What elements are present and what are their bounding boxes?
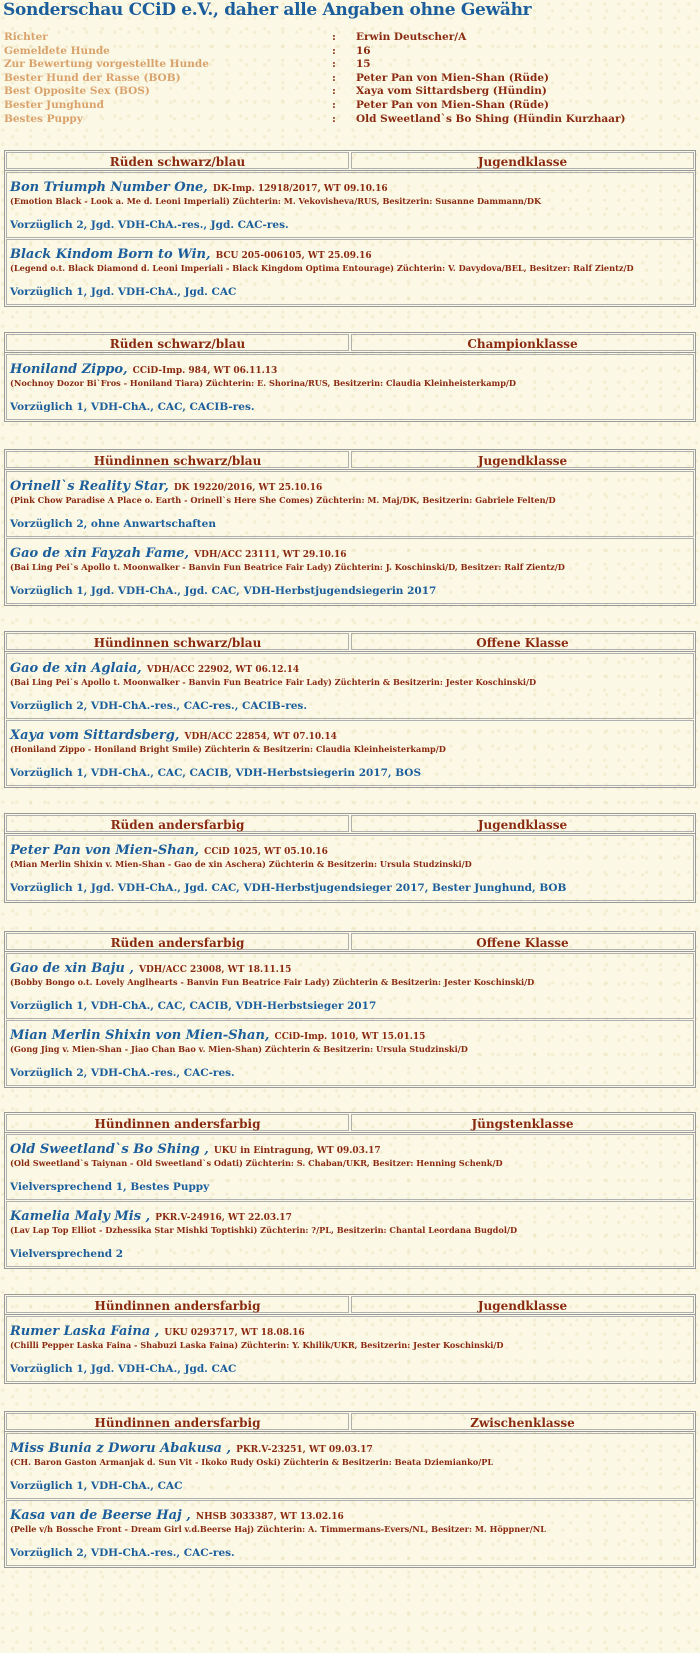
section-header — [5, 1412, 695, 1432]
dog-name: Gao de xin Baju , — [10, 961, 134, 976]
dog-entry — [6, 1316, 694, 1382]
summary-colon: : — [332, 44, 336, 57]
dog-name: Orinell`s Reality Star, — [10, 479, 169, 494]
section-class: Jugendklasse — [351, 815, 694, 832]
section-group: Hündinnen schwarz/blau — [6, 451, 349, 468]
section-class: Jugendklasse — [351, 1296, 694, 1313]
dog-registration: DK 19220/2016, WT 25.10.16 — [173, 483, 323, 493]
dog-pedigree: (Pelle v/h Bossche Front - Dream Girl v.d.Beerse Haj) Züchterin: A. Timmermans-Evers/NL, Besitzer: M. Höppner/NL — [10, 1524, 546, 1534]
dog-line — [10, 724, 337, 743]
dog-entry — [6, 1433, 694, 1499]
dog-result: Vorzüglich 2, VDH-ChA.-res., CAC-res., CACIB-res. — [10, 700, 307, 712]
class-section — [4, 813, 696, 903]
dog-result: Vorzüglich 2, VDH-ChA.-res., CAC-res. — [10, 1547, 235, 1559]
dog-registration: VDH/ACC 22902, WT 06.12.14 — [146, 665, 300, 675]
section-class: Offene Klasse — [351, 933, 694, 950]
dog-name: Mian Merlin Shixin von Mien-Shan, — [10, 1028, 270, 1043]
section-group: Hündinnen andersfarbig — [6, 1114, 349, 1131]
class-section — [4, 931, 696, 1088]
dog-name: Miss Bunia z Dworu Abakusa , — [10, 1441, 231, 1456]
section-header — [5, 151, 695, 171]
dog-line — [10, 839, 328, 858]
dog-result: Vorzüglich 1, Jgd. VDH-ChA., Jgd. CAC — [10, 286, 237, 298]
dog-line — [10, 1024, 425, 1043]
dog-name: Rumer Laska Faina , — [10, 1324, 160, 1339]
summary-value: 16 — [356, 44, 371, 57]
dog-pedigree: (Old Sweetland`s Taiynan - Old Sweetland`s Odati) Züchterin: S. Chaban/UKR, Besitzer: Henning Schenk/D — [10, 1158, 503, 1168]
dog-registration: BCU 205-006105, WT 25.09.16 — [215, 251, 372, 261]
dog-pedigree: (Mian Merlin Shixin v. Mien-Shan - Gao de xin Aschera) Züchterin & Besitzerin: Ursula Studzinski/D — [10, 859, 472, 869]
dog-result: Vorzüglich 2, Jgd. VDH-ChA.-res., Jgd. CAC-res. — [10, 219, 289, 231]
summary-label: Bestes Puppy — [4, 112, 83, 125]
dog-entry — [6, 538, 694, 604]
section-group: Hündinnen andersfarbig — [6, 1413, 349, 1430]
dog-entry — [6, 1500, 694, 1566]
summary-row — [4, 99, 694, 113]
dog-entry — [6, 720, 694, 786]
dog-registration: VDH/ACC 23008, WT 18.11.15 — [139, 965, 292, 975]
dog-result: Vorzüglich 1, Jgd. VDH-ChA., Jgd. CAC, VDH-Herbstjugendsieger 2017, Bester Junghund, BOB — [10, 882, 567, 894]
dog-name: Gao de xin Fayzah Fame, — [10, 546, 190, 561]
dog-pedigree: (Honiland Zippo - Honiland Bright Smile) Züchterin & Besitzerin: Claudia Kleinheisterkamp/D — [10, 744, 446, 754]
section-header — [5, 1295, 695, 1315]
dog-result: Vorzüglich 1, VDH-ChA., CAC, CACIB, VDH-Herbstsiegerin 2017, BOS — [10, 767, 422, 779]
dog-line — [10, 1437, 373, 1456]
dog-line — [10, 1504, 344, 1523]
dog-result: Vorzüglich 1, VDH-ChA., CAC — [10, 1480, 183, 1492]
dog-line — [10, 657, 299, 676]
summary-value: Old Sweetland`s Bo Shing (Hündin Kurzhaar) — [356, 112, 626, 125]
section-class: Offene Klasse — [351, 633, 694, 650]
show-summary — [4, 31, 694, 126]
class-section — [4, 1112, 696, 1269]
dog-line — [10, 542, 347, 561]
dog-line — [10, 176, 388, 195]
section-class: Jugendklasse — [351, 152, 694, 169]
dog-result: Vielversprechend 2 — [10, 1248, 124, 1260]
dog-entry — [6, 239, 694, 305]
summary-label: Bester Junghund — [4, 98, 105, 111]
summary-value: Peter Pan von Mien-Shan (Rüde) — [356, 98, 550, 111]
dog-pedigree: (Nochnoy Dozor Bi`Fros - Honiland Tiara) Züchterin: E. Shorina/RUS, Besitzerin: Claudia Kleinheisterkamp/D — [10, 378, 517, 388]
dog-line — [10, 1205, 292, 1224]
dog-registration: VDH/ACC 23111, WT 29.10.16 — [194, 550, 347, 560]
dog-line — [10, 1138, 381, 1157]
section-class: Zwischenklasse — [351, 1413, 694, 1430]
dog-registration: CCiD-Imp. 1010, WT 15.01.15 — [274, 1032, 426, 1042]
section-group: Rüden schwarz/blau — [6, 334, 349, 351]
summary-colon: : — [332, 71, 336, 84]
dog-entry — [6, 471, 694, 537]
section-group: Hündinnen andersfarbig — [6, 1296, 349, 1313]
dog-result: Vorzüglich 1, Jgd. VDH-ChA., Jgd. CAC — [10, 1363, 237, 1375]
dog-name: Honiland Zippo, — [10, 362, 128, 377]
dog-pedigree: (Bobby Bongo o.t. Lovely Anglhearts - Banvin Fun Beatrice Fair Lady) Züchterin & Besitzerin: Jester Koschinski/D — [10, 977, 535, 987]
section-header — [5, 632, 695, 652]
dog-registration: UKU in Eintragung, WT 09.03.17 — [213, 1146, 381, 1156]
dog-name: Kasa van de Beerse Haj , — [10, 1508, 191, 1523]
summary-value: 15 — [356, 58, 371, 71]
dog-registration: VDH/ACC 22854, WT 07.10.14 — [184, 732, 337, 742]
section-header — [5, 814, 695, 834]
section-group: Rüden andersfarbig — [6, 933, 349, 950]
dog-registration: CCiD 1025, WT 05.10.16 — [204, 847, 328, 857]
dog-result: Vorzüglich 1, Jgd. VDH-ChA., Jgd. CAC, VDH-Herbstjugendsiegerin 2017 — [10, 585, 437, 597]
dog-pedigree: (Emotion Black - Look a. Me d. Leoni Imperiali) Züchterin: M. Vekovisheva/RUS, Besitzerin: Susanne Dammann/DK — [10, 196, 542, 206]
summary-row — [4, 72, 694, 86]
dog-entry — [6, 1134, 694, 1200]
dog-pedigree: (CH. Baron Gaston Armanjak d. Sun Vit - Ikoko Rudy Oski) Züchterin & Besitzerin: Beata Dziemianko/PL — [10, 1457, 494, 1467]
summary-label: Bester Hund der Rasse (BOB) — [4, 71, 181, 84]
dog-name: Xaya vom Sittardsberg, — [10, 728, 180, 743]
dog-pedigree: (Bai Ling Pei`s Apollo t. Moonwalker - Banvin Fun Beatrice Fair Lady) Züchterin: J. Koschinski/D, Besitzer: Ralf Zientz/D — [10, 562, 565, 572]
dog-line — [10, 1320, 305, 1339]
section-class: Championklasse — [351, 334, 694, 351]
summary-row — [4, 113, 694, 127]
dog-registration: CCiD-Imp. 984, WT 06.11.13 — [132, 366, 278, 376]
section-class: Jüngstenklasse — [351, 1114, 694, 1131]
dog-name: Peter Pan von Mien-Shan, — [10, 843, 200, 858]
dog-name: Gao de xin Aglaia, — [10, 661, 142, 676]
section-class: Jugendklasse — [351, 451, 694, 468]
dog-name: Black Kindom Born to Win, — [10, 247, 211, 262]
summary-label: Gemeldete Hunde — [4, 44, 110, 57]
class-section — [4, 150, 696, 307]
dog-entry — [6, 653, 694, 719]
dog-pedigree: (Lav Lap Top Elliot - Dzhessika Star Mishki Toptishki) Züchterin: ?/PL, Besitzerin: Chantal Leordana Bugdol/D — [10, 1225, 518, 1235]
dog-entry — [6, 172, 694, 238]
dog-pedigree: (Legend o.t. Black Diamond d. Leoni Imperiali - Black Kingdom Optima Entourage) Züchterin: V. Davydova/BEL, Besitzer: Ralf Zientz/D — [10, 263, 634, 273]
section-header — [5, 932, 695, 952]
section-group: Rüden schwarz/blau — [6, 152, 349, 169]
dog-result: Vorzüglich 1, VDH-ChA., CAC, CACIB, VDH-Herbstsieger 2017 — [10, 1000, 377, 1012]
dog-pedigree: (Bai Ling Pei`s Apollo t. Moonwalker - Banvin Fun Beatrice Fair Lady) Züchterin & Besitzerin: Jester Koschinski/D — [10, 677, 537, 687]
summary-colon: : — [332, 31, 336, 43]
dog-registration: UKU 0293717, WT 18.08.16 — [164, 1328, 305, 1338]
summary-colon: : — [332, 112, 336, 125]
summary-row — [4, 45, 694, 59]
dog-entry — [6, 1020, 694, 1086]
class-section — [4, 1294, 696, 1384]
dog-line — [10, 475, 322, 494]
summary-value: Xaya vom Sittardsberg (Hündin) — [356, 85, 547, 98]
summary-colon: : — [332, 85, 336, 98]
section-group: Hündinnen schwarz/blau — [6, 633, 349, 650]
class-section — [4, 332, 696, 422]
dog-entry — [6, 835, 694, 901]
dog-pedigree: (Gong Jing v. Mien-Shan - Jiao Chan Bao v. Mien-Shan) Züchterin & Besitzerin: Ursula Studzinski/D — [10, 1044, 468, 1054]
summary-label: Best Opposite Sex (BOS) — [4, 85, 150, 98]
dog-registration: PKR.V-23251, WT 09.03.17 — [236, 1445, 373, 1455]
dog-registration: NHSB 3033387, WT 13.02.16 — [195, 1512, 344, 1522]
summary-label: Zur Bewertung vorgestellte Hunde — [4, 58, 209, 71]
section-header — [5, 1113, 695, 1133]
dog-registration: DK-Imp. 12918/2017, WT 09.10.16 — [212, 184, 388, 194]
summary-row — [4, 58, 694, 72]
dog-entry — [6, 354, 694, 420]
class-section — [4, 1411, 696, 1568]
section-header — [5, 450, 695, 470]
dog-name: Bon Triumph Number One, — [10, 180, 208, 195]
dog-line — [10, 243, 372, 262]
dog-entry — [6, 953, 694, 1019]
summary-label: Richter — [4, 31, 48, 43]
section-header — [5, 333, 695, 353]
class-section — [4, 449, 696, 606]
summary-row — [4, 31, 694, 45]
dog-pedigree: (Pink Chow Paradise A Place o. Earth - Orinell`s Here She Comes) Züchterin: M. Maj/DK, Besitzerin: Gabriele Felten/D — [10, 495, 556, 505]
summary-row — [4, 85, 694, 99]
dog-line — [10, 957, 291, 976]
section-group: Rüden andersfarbig — [6, 815, 349, 832]
class-section — [4, 631, 696, 788]
dog-result: Vorzüglich 2, VDH-ChA.-res., CAC-res. — [10, 1067, 235, 1079]
dog-entry — [6, 1201, 694, 1267]
page-title: Sonderschau CCiD e.V., daher alle Angaben ohne Gewähr — [3, 0, 532, 20]
dog-registration: PKR.V-24916, WT 22.03.17 — [155, 1213, 292, 1223]
dog-result: Vielversprechend 1, Bestes Puppy — [10, 1181, 210, 1193]
dog-line — [10, 358, 277, 377]
summary-value: Peter Pan von Mien-Shan (Rüde) — [356, 71, 550, 84]
dog-pedigree: (Chilli Pepper Laska Faina - Shabuzi Laska Faina) Züchterin: Y. Khilik/UKR, Besitzerin: Jester Koschinski/D — [10, 1340, 504, 1350]
summary-value: Erwin Deutscher/A — [356, 31, 467, 43]
dog-result: Vorzüglich 2, ohne Anwartschaften — [10, 518, 216, 530]
dog-result: Vorzüglich 1, VDH-ChA., CAC, CACIB-res. — [10, 401, 255, 413]
dog-name: Kamelia Maly Mis , — [10, 1209, 151, 1224]
summary-colon: : — [332, 98, 336, 111]
dog-name: Old Sweetland`s Bo Shing , — [10, 1142, 209, 1157]
summary-colon: : — [332, 58, 336, 71]
